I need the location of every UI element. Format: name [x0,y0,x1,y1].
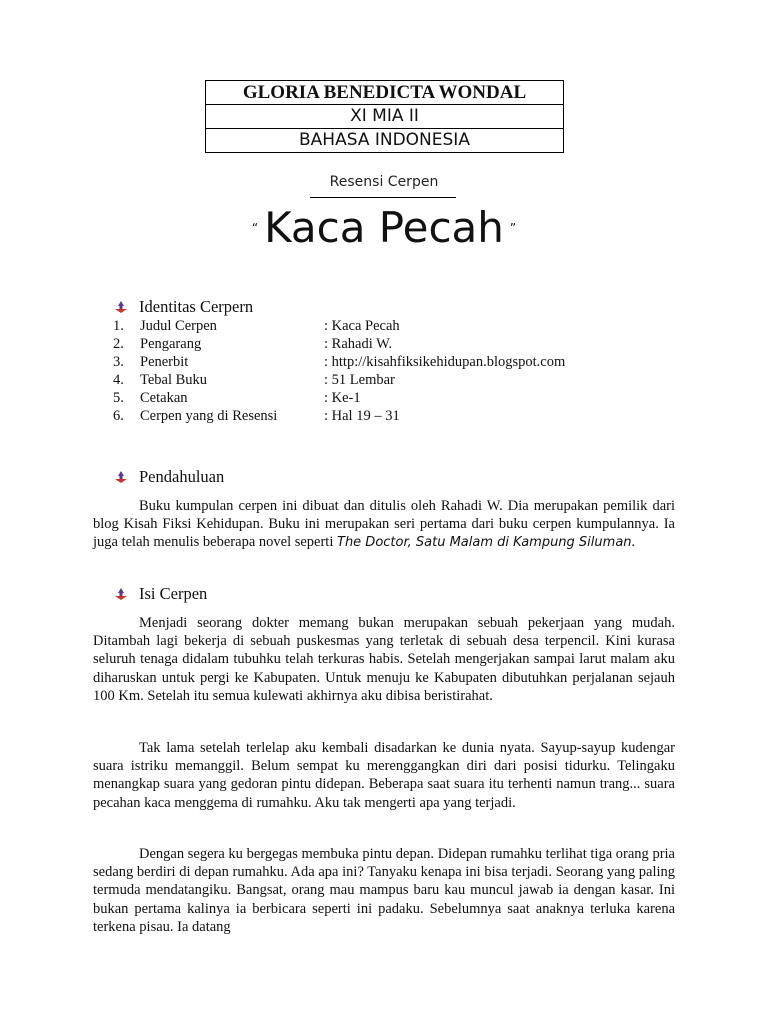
class-label: XI MIA II [206,105,563,129]
item-number: 4. [113,372,124,388]
arrow-bullet-icon [115,471,127,483]
paragraph-text: Buku kumpulan cerpen ini dibuat dan ditulis oleh Rahadi W. Dia merupakan pemilik dari blog Kisah Fiksi Kehidupan. Buku ini merupakan seri pertama dari buku cerpen kumpulannya. Ia juga telah menulis beberapa novel seperti [93,498,675,551]
list-item [113,407,673,425]
open-quote: “ [251,221,259,235]
subtitle-underline [310,197,456,198]
list-item [113,353,673,371]
item-label: Tebal Buku [140,372,208,388]
item-label: Pengarang [140,336,202,352]
subtitle: Resensi Cerpen [329,174,439,190]
list-item [113,389,673,407]
list-item [113,317,673,335]
title-text: Kaca Pecah [264,203,504,252]
item-value-link: : http://kisahfiksikehidupan.blogspot.com [324,354,566,370]
section-isi-heading [115,584,207,604]
item-value: : Kaca Pecah [324,318,400,334]
italic-titles: The Doctor, Satu Malam di Kampung Siluman [337,535,632,551]
isi-paragraph-3: Dengan segera ku bergegas membuka pintu depan. Didepan rumahku terlihat tiga orang pria sedang berdiri di depan rumahku. Ada apa ini? Tanyaku kenapa ini bisa terjadi. Seorang yang paling termuda mendatangiku. Bangsat, orang mau mampus baru kau muncul jawab ia dengan kasar. Ini bukan pertama kalinya ia berbicara seperti ini padaku. Sebelumnya saat anaknya terluka karena terkena pisau. Ia datang [93,846,675,935]
section-isi-title: Isi Cerpen [139,584,208,603]
item-label: Judul Cerpen [140,318,217,334]
item-label: Cerpen yang di Resensi [140,408,278,424]
identity-list [113,317,673,425]
item-number: 3. [113,354,124,370]
item-number: 2. [113,336,124,352]
item-number: 6. [113,408,124,424]
item-value: : Rahadi W. [324,336,393,352]
item-number: 5. [113,390,124,406]
isi-paragraph-2: Tak lama setelah terlelap aku kembali disadarkan ke dunia nyata. Sayup-sayup kudengar suara istriku memanggil. Belum sempat ku merenggangkan diri dari posisi tidurku. Telingaku menangkap suara yang gedoran pintu didepan. Beberapa saat suara itu terhenti namun trang... suara pecahan kaca menggema di rumahku. Aku tak mengerti apa yang terjadi. [93,740,675,811]
list-item [113,371,673,389]
item-label: Cetakan [140,390,188,406]
item-number: 1. [113,318,124,334]
pendahuluan-paragraph [93,497,675,553]
subject-label: BAHASA INDONESIA [299,130,470,150]
section-identitas-heading [115,297,253,317]
author-name: GLORIA BENEDICTA WONDAL [206,81,563,105]
arrow-bullet-icon [115,301,127,313]
section-pendahuluan-heading [115,467,224,487]
isi-paragraph-1: Menjadi seorang dokter memang bukan merupakan sebuah pekerjaan yang mudah. Ditambah lagi bekerja di sebuah puskesmas yang terletak di sebuah desa terpencil. Kini kurasa seluruh tenaga didalam tubuhku telah terkuras habis. Setelah mengerjakan sampai larut malam aku diharuskan untuk pergi ke Kabupaten. Untuk menuju ke Kabupaten dibutuhkan perjalanan sejauh 100 Km. Setelah itu semua kulewati akhirnya aku dibisa beristirahat. [93,615,675,704]
document-title [0,203,768,252]
close-quote: ” [509,221,517,235]
section-pendahuluan-title: Pendahuluan [139,467,225,486]
section-identitas-title: Identitas Cerpern [139,297,254,316]
list-item [113,335,673,353]
item-label: Penerbit [140,354,189,370]
item-value: : Ke-1 [324,390,361,406]
arrow-bullet-icon [115,588,127,600]
header-box [205,80,564,153]
paragraph-end: . [631,534,636,551]
item-value: : Hal 19 – 31 [324,408,400,424]
item-value: : 51 Lembar [324,372,395,388]
